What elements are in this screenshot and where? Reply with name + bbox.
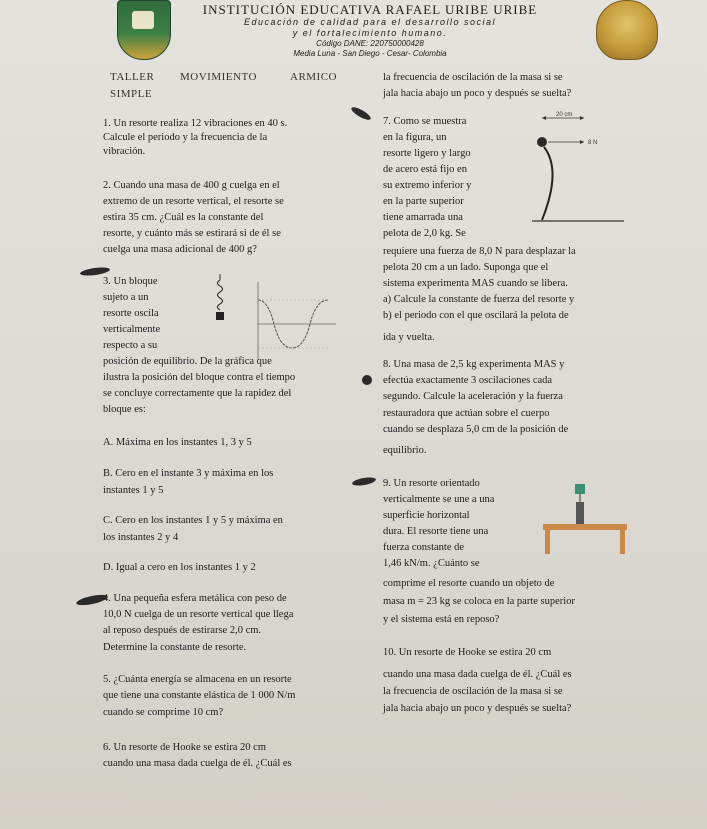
block-icon bbox=[216, 312, 224, 320]
school-location: Media Luna - San Diego - Cesar- Colombia bbox=[293, 49, 447, 58]
steel-spring bbox=[542, 147, 553, 220]
school-motto-1: Educación de calidad para el desarrollo social bbox=[243, 17, 497, 27]
q2-line-5: cuelga una masa adicional de 400 g? bbox=[103, 244, 257, 255]
q4-line-1: 4. Una pequeña esfera metálica con peso de bbox=[103, 593, 287, 604]
q7-line-6: en la parte superior bbox=[383, 196, 464, 207]
q4-line-4: Determine la constante de resorte. bbox=[103, 642, 247, 653]
q2-line-3: estira 35 cm. ¿Cuál es la constante del bbox=[103, 212, 264, 223]
q3-line-9: bloque es: bbox=[103, 404, 146, 415]
q8-line-3: segundo. Calcule la aceleración y la fuerza bbox=[383, 391, 563, 402]
q3-line-3: resorte oscila bbox=[103, 308, 159, 319]
table-leg-right bbox=[620, 530, 625, 554]
q7-line-9: requiere una fuerza de 8,0 N para desplazar la bbox=[383, 246, 576, 257]
q6-line-2: cuando una masa dada cuelga de él. ¿Cuál es bbox=[103, 758, 292, 769]
q3-option-d: D. Igual a cero en los instantes 1 y 2 bbox=[103, 562, 256, 573]
q7-line-12: a) Calcule la constante de fuerza del resorte y bbox=[383, 294, 575, 305]
q8-line-2: efectúa exactamente 3 oscilaciones cada bbox=[383, 375, 553, 386]
q6-line-1: 6. Un resorte de Hooke se estira 20 cm bbox=[103, 742, 266, 753]
q3-option-a: A. Máxima en los instantes 1, 3 y 5 bbox=[103, 437, 252, 448]
q7-line-14: ida y vuelta. bbox=[383, 332, 435, 343]
top-right-line-2: jala hacia abajo un poco y después se suelta? bbox=[383, 88, 572, 99]
ink-mark bbox=[350, 105, 373, 122]
q3-line-7: ilustra la posición del bloque contra el tiempo bbox=[103, 372, 296, 383]
spring-block-figure bbox=[216, 274, 224, 320]
q8-line-1: 8. Una masa de 2,5 kg experimenta MAS y bbox=[383, 359, 565, 370]
q9-line-8: masa m = 23 kg se coloca en la parte superior bbox=[383, 596, 575, 607]
top-right-line-1: la frecuencia de oscilación de la masa si se bbox=[383, 72, 563, 83]
title-taller: TALLER bbox=[110, 71, 155, 83]
q2-line-1: 2. Cuando una masa de 400 g cuelga en el bbox=[103, 180, 280, 191]
q7-line-11: sistema experimenta MAS cuando se libera. bbox=[383, 278, 568, 289]
q1-line-3: vibración. bbox=[103, 146, 146, 157]
q7-line-3: resorte ligero y largo bbox=[383, 148, 471, 159]
q9-line-4: dura. El resorte tiene una bbox=[383, 526, 489, 537]
q3-line-8: se concluye correctamente que la rapidez del bbox=[103, 388, 292, 399]
force-label: 8 N bbox=[588, 140, 598, 146]
q1-line-1: 1. Un resorte realiza 12 vibraciones en 40 s. bbox=[103, 118, 288, 129]
title-simple: SIMPLE bbox=[110, 88, 153, 100]
table-top bbox=[543, 524, 627, 530]
ink-mark bbox=[362, 375, 372, 385]
spring-icon bbox=[576, 502, 584, 524]
q4-line-2: 10,0 N cuelga de un resorte vertical que llega bbox=[103, 609, 294, 620]
q8-line-5: cuando se desplaza 5,0 cm de la posición de bbox=[383, 424, 569, 435]
q3-line-6: posición de equilibrio. De la gráfica que bbox=[103, 356, 272, 367]
q10-line-2: cuando una masa dada cuelga de él. ¿Cuál es bbox=[383, 669, 572, 680]
q7-line-7: tiene amarrada una bbox=[383, 212, 463, 223]
q9-line-7: comprime el resorte cuando un objeto de bbox=[383, 578, 555, 589]
q2-line-4: resorte, y cuánto más se estirará si de él se bbox=[103, 228, 281, 239]
bent-spring-figure bbox=[528, 110, 628, 228]
q7-line-1: 7. Como se muestra bbox=[383, 116, 467, 127]
q10-line-3: la frecuencia de oscilación de la masa si se bbox=[383, 686, 563, 697]
q4-line-3: al reposo después de estirarse 2,0 cm. bbox=[103, 625, 262, 636]
colombia-seal-icon bbox=[596, 0, 658, 60]
q7-line-13: b) el periodo con el que oscilará la pelota de bbox=[383, 310, 569, 321]
q3-line-4: verticalmente bbox=[103, 324, 161, 335]
q3-line-5: respecto a su bbox=[103, 340, 158, 351]
q5-line-1: 5. ¿Cuánta energía se almacena en un resorte bbox=[103, 674, 292, 685]
oscillation-graph bbox=[208, 272, 368, 364]
q9-line-5: fuerza constante de bbox=[383, 542, 465, 553]
q9-line-2: verticalmente se une a una bbox=[383, 494, 495, 505]
school-name: INSTITUCIÓN EDUCATIVA RAFAEL URIBE URIBE bbox=[202, 2, 538, 17]
q9-line-3: superficie horizontal bbox=[383, 510, 470, 521]
school-crest-icon bbox=[117, 0, 171, 60]
q3-option-c-line-1: C. Cero en los instantes 1 y 5 y máxima en bbox=[103, 515, 283, 526]
q9-line-9: y el sistema está en reposo? bbox=[383, 614, 500, 625]
q7-line-8: pelota de 2,0 kg. Se bbox=[383, 228, 466, 239]
q3-line-1: 3. Un bloque bbox=[103, 276, 158, 287]
q3-line-2: sujeto a un bbox=[103, 292, 149, 303]
title-movimiento: MOVIMIENTO bbox=[180, 71, 257, 83]
ink-mark bbox=[352, 476, 377, 487]
q1-line-2: Calcule el periodo y la frecuencia de la bbox=[103, 132, 268, 143]
compressed-spring-figure bbox=[535, 482, 635, 562]
title-armico: ARMICO bbox=[290, 71, 338, 83]
q10-line-4: jala hacia abajo un poco y después se suelta? bbox=[383, 703, 572, 714]
q8-line-4: restauradora que actúan sobre el cuerpo bbox=[383, 408, 550, 419]
school-motto-2: y el fortalecimiento humano. bbox=[292, 28, 448, 38]
q8-line-6: equilibrio. bbox=[383, 445, 427, 456]
q5-line-3: cuando se comprime 10 cm? bbox=[103, 707, 224, 718]
distance-label: 20 cm bbox=[556, 112, 573, 118]
q9-line-1: 9. Un resorte orientado bbox=[383, 478, 480, 489]
mass-block-icon bbox=[575, 484, 585, 494]
q10-line-1: 10. Un resorte de Hooke se estira 20 cm bbox=[383, 647, 552, 658]
table-leg-left bbox=[545, 530, 550, 554]
q5-line-2: que tiene una constante elástica de 1 000 N/m bbox=[103, 690, 296, 701]
ball-icon bbox=[537, 137, 547, 147]
q7-line-2: en la figura, un bbox=[383, 132, 447, 143]
q3-option-b-line-1: B. Cero en el instante 3 y máxima en los bbox=[103, 468, 274, 479]
dane-code: Código DANE: 220750000428 bbox=[316, 39, 424, 48]
q7-line-5: su extremo inferior y bbox=[383, 180, 472, 191]
q7-line-4: de acero está fijo en bbox=[383, 164, 467, 175]
q2-line-2: extremo de un resorte vertical, el resorte se bbox=[103, 196, 284, 207]
q7-line-10: pelota 20 cm a un lado. Suponga que el bbox=[383, 262, 549, 273]
q9-line-6: 1,46 kN/m. ¿Cuánto se bbox=[383, 558, 480, 569]
q3-option-c-line-2: los instantes 2 y 4 bbox=[103, 532, 179, 543]
q3-option-b-line-2: instantes 1 y 5 bbox=[103, 485, 164, 496]
